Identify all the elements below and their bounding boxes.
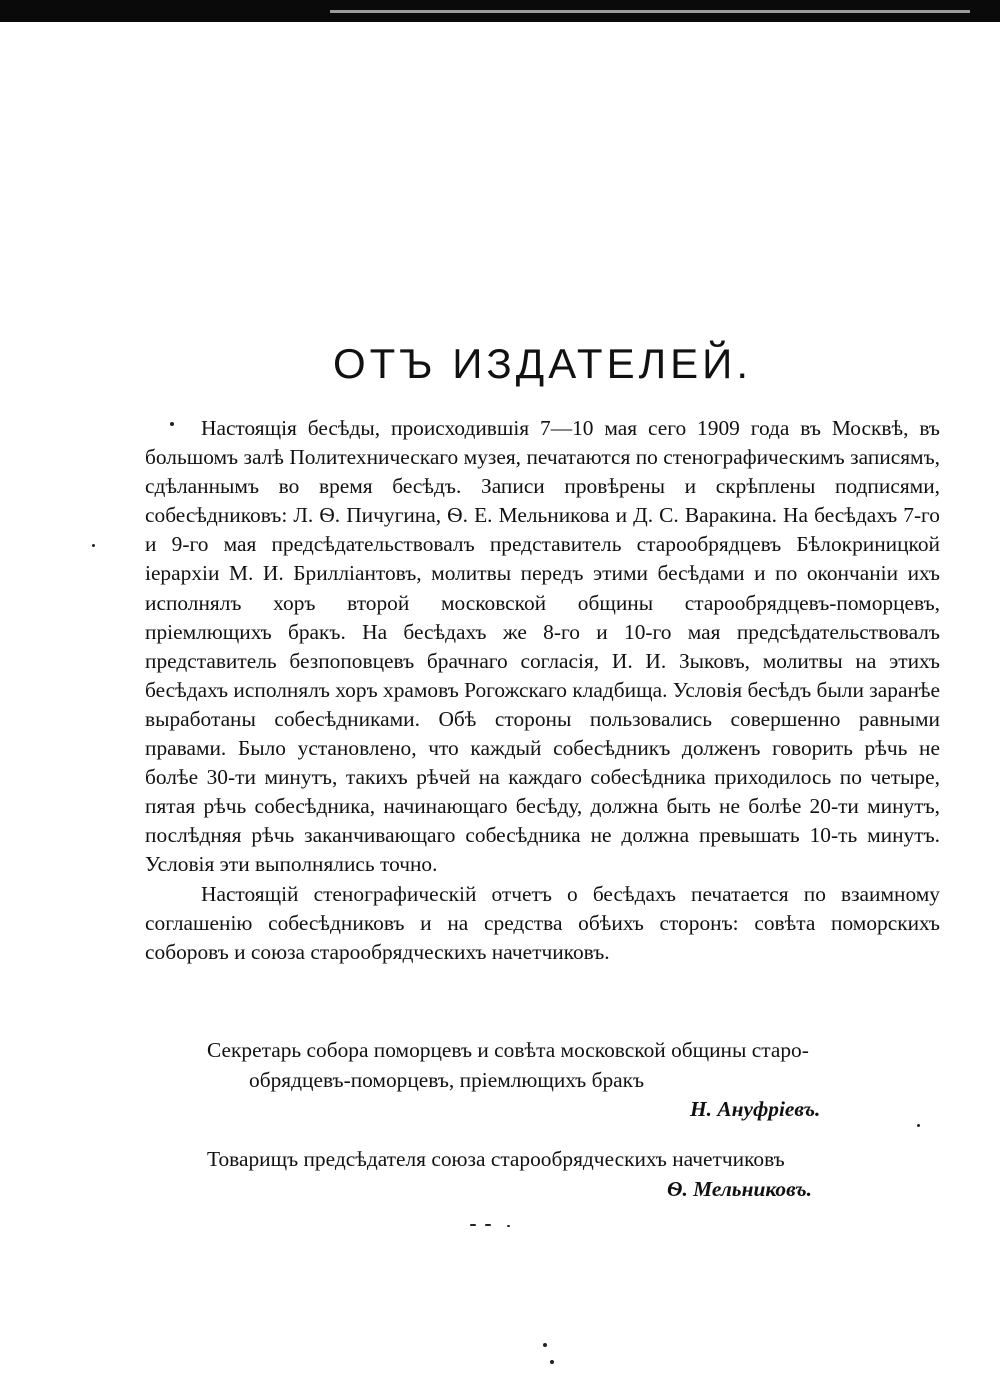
signature-name: Н. Ануфріевъ.: [690, 1097, 821, 1121]
preface-paragraph-1: Настоящія бесѣды, происходившія 7—10 мая сего 1909 года въ Москвѣ, въ большомъ залѣ Политехническаго музея, печатаются по стенографическимъ записямъ, сдѣланнымъ во время бесѣдъ. Записи провѣрены и скрѣплены подписями, собесѣдниковъ: Л. Ѳ. Пичугина, Ѳ. Е. Мельникова и Д. С. Варакина. На бесѣдахъ 7-го и 9-го мая предсѣдательствовалъ представитель старообрядцевъ Бѣлокриницкой іерархіи М. И. Брилліантовъ, молитвы передъ этими бесѣдами и по окончаніи ихъ исполнялъ хоръ второй московской общины старообрядцевъ-поморцевъ, пріемлющихъ бракъ. На бесѣдахъ же 8-го и 10-го мая предсѣдательствовалъ представитель безпоповцевъ брачнаго согласія, И. И. Зыковъ, молитвы на этихъ бесѣдахъ исполнялъ хоръ храмовъ Рогожскаго кладбища. Условія бесѣдъ были заранѣе выработаны собесѣдниками. Обѣ стороны пользовались совершенно равными правами. Было установлено, что каждый собесѣдникъ долженъ говорить рѣчь не болѣе 30-ти минутъ, такихъ рѣчей на каждаго собесѣдника приходилось по четыре, пятая рѣчь собесѣдника, начинающаго бесѣду, должна быть не болѣе 20-ти минутъ, послѣдняя рѣчь заканчивающаго собесѣдника не должна превышать 10-ть минутъ. Условія эти выполнялись точно.: [145, 416, 940, 877]
print-speck: [917, 1124, 920, 1127]
print-speck: [92, 544, 95, 547]
preface-paragraph-2: Настоящій стенографическій отчетъ о бесѣдахъ печатается по взаимному соглашенію собесѣдниковъ и на средства обѣихъ сторонъ: совѣта поморскихъ соборовъ и союза старообрядческихъ начетчиковъ.: [145, 881, 940, 964]
page-title: ОТЪ ИЗДАТЕЛЕЙ.: [332, 340, 753, 387]
print-speck: [550, 1360, 554, 1364]
signature-name: Ѳ. Мельниковъ.: [667, 1176, 812, 1201]
print-speck: [470, 1224, 476, 1226]
top-border-highlight: [330, 10, 970, 13]
preface-body: [145, 414, 940, 967]
signature-block-deputy-chair: [207, 1145, 935, 1204]
print-speck: [507, 1225, 510, 1227]
signature-role-line: Секретарь собора поморцевъ и совѣта московской общины старо-: [207, 1038, 809, 1062]
signature-role-continuation: обрядцевъ-поморцевъ, пріемлющихъ бракъ: [249, 1067, 645, 1092]
print-speck: [170, 422, 174, 426]
print-speck: [543, 1343, 547, 1347]
signature-block-secretary: [207, 1036, 935, 1125]
signature-role-line: Товарищъ предсѣдателя союза старообрядческихъ начетчиковъ: [207, 1147, 785, 1171]
print-speck: [485, 1224, 491, 1226]
